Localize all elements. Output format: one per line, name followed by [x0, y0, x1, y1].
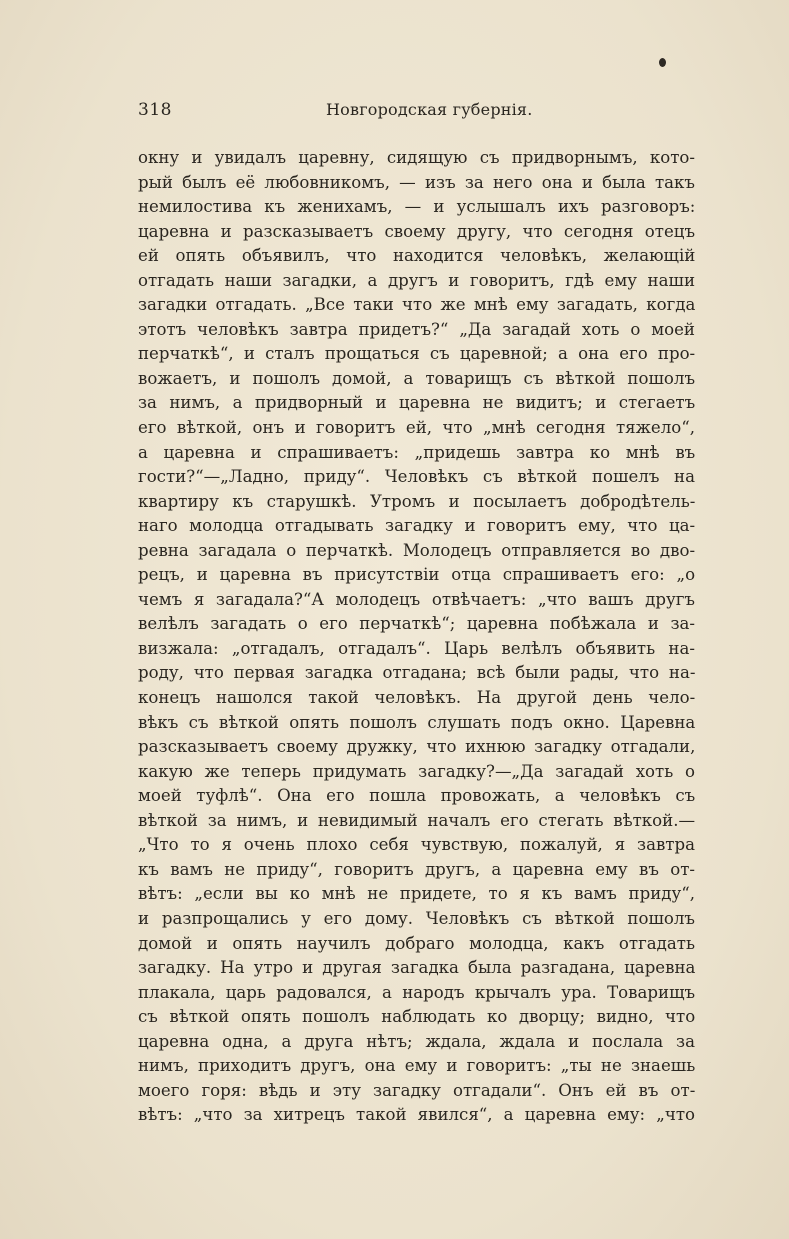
text-line: вѣкъ съ вѣткой опять пошолъ слушать подъ окно. Царевна — [138, 712, 696, 732]
body-text — [138, 146, 695, 1128]
text-line: ревна загадала о перчаткѣ. Молодецъ отправляется во дво- — [138, 540, 696, 560]
text-line: „Что то я очень плохо себя чувствую, пожалуй, я завтра — [138, 835, 695, 855]
text-line: вожаетъ, и пошолъ домой, а товарищъ съ вѣткой пошолъ — [138, 368, 695, 388]
text-line: разсказываетъ своему дружку, что ихнюю загадку отгадали, — [138, 737, 696, 757]
text-line: чемъ я загадала?“А молодецъ отвѣчаетъ: „что вашъ другъ — [138, 589, 695, 609]
text-line: ей опять объявилъ, что находится человѣкъ, желающій — [138, 246, 696, 266]
text-line: и разпрощались у его дому. Человѣкъ съ вѣткой пошолъ — [138, 908, 695, 928]
running-title: Новгородская губернія. — [326, 100, 533, 119]
text-line: наго молодца отгадывать загадку и говоритъ ему, что ца- — [138, 516, 696, 536]
text-line: гости?“—„Ладно, приду“. Человѣкъ съ вѣткой пошелъ на — [138, 467, 695, 487]
ink-spot — [659, 58, 666, 67]
text-line: велѣлъ загадать о его перчаткѣ“; царевна побѣжала и за- — [138, 614, 695, 634]
text-line: рецъ, и царевна въ присутствіи отца спрашиваетъ его: „о — [138, 565, 696, 585]
text-line: конецъ нашолся такой человѣкъ. На другой день чело- — [138, 688, 696, 708]
text-line: загадки отгадать. „Все таки что же мнѣ ему загадать, когда — [138, 295, 696, 315]
text-line: роду, что первая загадка отгадана; всѣ были рады, что на- — [138, 663, 696, 683]
text-line: какую же теперь придумать загадку?—„Да загадай хоть о — [138, 761, 695, 781]
text-line: квартиру къ старушкѣ. Утромъ и посылаетъ добродѣтель- — [138, 491, 696, 511]
text-line: къ вамъ не приду“, говоритъ другъ, а царевна ему въ от- — [138, 859, 695, 879]
text-line: царевна одна, а друга нѣтъ; ждала, ждала и послала за — [138, 1031, 695, 1051]
text-line: перчаткѣ“, и сталъ прощаться съ царевной; а она его про- — [138, 344, 696, 364]
text-line: вѣткой за нимъ, и невидимый началъ его стегать вѣткой.— — [138, 810, 696, 830]
text-line: домой и опять научилъ добраго молодца, какъ отгадать — [138, 933, 695, 953]
text-line: нимъ, приходитъ другъ, она ему и говоритъ: „ты не знаешь — [138, 1056, 696, 1076]
text-line: съ вѣткой опять пошолъ наблюдать ко дворцу; видно, что — [138, 1007, 696, 1027]
page-header — [130, 100, 695, 126]
text-line: царевна и разсказываетъ своему другу, что сегодня отецъ — [138, 221, 695, 241]
text-line: этотъ человѣкъ завтра придетъ?“ „Да загадай хоть о моей — [138, 319, 695, 339]
text-line: его вѣткой, онъ и говоритъ ей, что „мнѣ сегодня тяжело“, — [138, 418, 695, 438]
page-number: 318 — [138, 100, 172, 120]
text-line: отгадать наши загадки, а другъ и говоритъ, гдѣ ему наши — [138, 270, 695, 290]
text-line: а царевна и спрашиваетъ: „придешь завтра ко мнѣ въ — [138, 442, 696, 462]
text-line: вѣтъ: „если вы ко мнѣ не придете, то я къ вамъ приду“, — [138, 884, 695, 904]
text-line: плакала, царь радовался, а народъ крычалъ ура. Товарищъ — [138, 982, 696, 1002]
text-line: рый былъ её любовникомъ, — изъ за него она и была такъ — [138, 172, 695, 192]
text-line: немилостива къ женихамъ, — и услышалъ ихъ разговоръ: — [138, 197, 696, 217]
text-line: моей туфлѣ“. Она его пошла провожать, а человѣкъ съ — [138, 786, 696, 806]
text-line: вѣтъ: „что за хитрецъ такой явился“, а царевна ему: „что — [138, 1105, 695, 1125]
text-line: окну и увидалъ царевну, сидящую съ придворнымъ, кото- — [138, 148, 695, 167]
text-line: моего горя: вѣдь и эту загадку отгадали“. Онъ ей въ от- — [138, 1080, 696, 1100]
text-line: за нимъ, а придворный и царевна не видитъ; и стегаетъ — [138, 393, 696, 413]
text-line: загадку. На утро и другая загадка была разгадана, царевна — [138, 958, 696, 978]
text-line: визжала: „отгадалъ, отгадалъ“. Царь велѣлъ объявить на- — [138, 638, 695, 658]
